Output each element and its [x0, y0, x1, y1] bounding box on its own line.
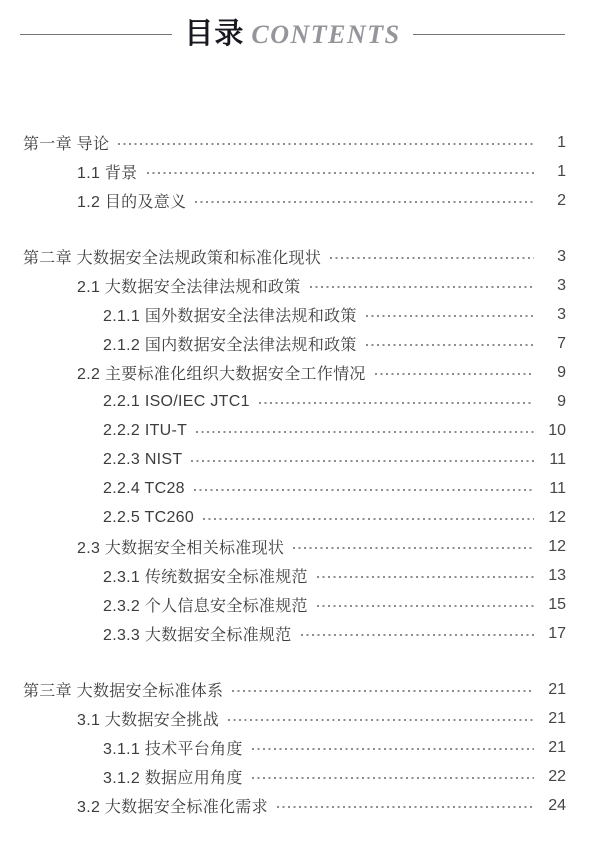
toc-entry-page: 12 [548, 537, 566, 555]
toc-entry-page: 24 [548, 796, 566, 814]
toc-entry-label: 2.2 主要标准化组织大数据安全工作情况 [77, 366, 366, 384]
toc-entry [23, 445, 566, 474]
dotted-leader [232, 690, 534, 692]
dotted-leader [191, 460, 534, 462]
toc-entry [23, 762, 566, 791]
toc-entry [23, 186, 566, 215]
toc-entry [23, 416, 566, 445]
toc-entry-label: 3.1 大数据安全挑战 [77, 712, 219, 730]
toc-entry-page: 11 [549, 450, 566, 468]
dotted-leader [147, 172, 535, 174]
toc-entry-page: 7 [557, 334, 566, 352]
dotted-leader [252, 777, 534, 779]
toc-entry-label: 2.3.1 传统数据安全标准规范 [103, 569, 308, 587]
toc-entry [23, 590, 566, 619]
toc-entry-label: 第一章 导论 [23, 136, 110, 154]
header-rule-left [20, 34, 172, 36]
toc-entry-label: 1.2 目的及意义 [77, 194, 187, 212]
toc-entry-label: 2.3.2 个人信息安全标准规范 [103, 598, 308, 616]
toc-entry [23, 128, 566, 157]
toc-entry [23, 474, 566, 503]
toc-entry [23, 387, 566, 416]
dotted-leader [293, 547, 534, 549]
toc-entry-page: 1 [557, 162, 566, 180]
toc-entry [23, 271, 566, 300]
toc-entry-label: 2.3 大数据安全相关标准现状 [77, 540, 285, 558]
toc-entry-label: 2.1 大数据安全法律法规和政策 [77, 279, 301, 297]
dotted-leader [118, 143, 534, 145]
toc-entry [23, 733, 566, 762]
dotted-leader [195, 201, 534, 203]
toc-entry-label: 3.1.1 技术平台角度 [103, 741, 243, 759]
toc-entry [23, 675, 566, 704]
toc-entry-page: 21 [548, 738, 566, 756]
dotted-leader [366, 344, 534, 346]
toc-entry [23, 791, 566, 820]
toc-entry-page: 11 [549, 479, 566, 497]
dotted-leader [317, 605, 534, 607]
toc-entry [23, 157, 566, 186]
toc-entry [23, 619, 566, 648]
toc-entry-page: 10 [548, 421, 566, 439]
toc-entry-label: 1.1 背景 [77, 165, 138, 183]
toc-entry-label: 3.1.2 数据应用角度 [103, 770, 243, 788]
toc-entry-page: 12 [548, 508, 566, 526]
toc-entry-page: 22 [548, 767, 566, 785]
dotted-leader [317, 576, 534, 578]
dotted-leader [277, 806, 534, 808]
toc-entry-label: 第三章 大数据安全标准体系 [23, 683, 224, 701]
page-header [0, 0, 600, 51]
toc-entry-label: 2.2.2 ITU-T [103, 421, 188, 439]
toc-entry [23, 300, 566, 329]
toc-entry [23, 561, 566, 590]
toc-entry-page: 2 [557, 191, 566, 209]
toc-entry-page: 15 [548, 595, 566, 613]
toc-list [0, 128, 600, 820]
dotted-leader [310, 286, 535, 288]
dotted-leader [375, 373, 534, 375]
toc-entry-label: 2.3.3 大数据安全标准规范 [103, 627, 292, 645]
toc-entry-page: 3 [557, 276, 566, 294]
dotted-leader [228, 719, 534, 721]
toc-entry [23, 329, 566, 358]
dotted-leader [203, 518, 534, 520]
toc-entry-label: 2.1.1 国外数据安全法律法规和政策 [103, 308, 357, 326]
dotted-leader [252, 748, 534, 750]
toc-entry-page: 3 [557, 305, 566, 323]
dotted-leader [259, 402, 534, 404]
toc-entry-label: 2.1.2 国内数据安全法律法规和政策 [103, 337, 357, 355]
toc-entry-page: 3 [557, 247, 566, 265]
header-rule-right [413, 34, 565, 36]
dotted-leader [194, 489, 534, 491]
toc-entry-label: 2.2.5 TC260 [103, 508, 195, 526]
toc-entry-label: 第二章 大数据安全法规政策和标准化现状 [23, 250, 322, 268]
toc-entry [23, 242, 566, 271]
toc-entry [23, 532, 566, 561]
dotted-leader [301, 634, 534, 636]
toc-entry-label: 2.2.4 TC28 [103, 479, 185, 497]
toc-entry-label: 2.2.3 NIST [103, 450, 183, 468]
toc-entry-page: 9 [557, 363, 566, 381]
toc-entry-label: 2.2.1 ISO/IEC JTC1 [103, 392, 250, 410]
toc-entry-page: 1 [557, 133, 566, 151]
toc-entry-page: 13 [548, 566, 566, 584]
toc-entry-page: 17 [548, 624, 566, 642]
dotted-leader [366, 315, 534, 317]
toc-entry [23, 503, 566, 532]
toc-entry-page: 9 [557, 392, 566, 410]
toc-entry-label: 3.2 大数据安全标准化需求 [77, 799, 268, 817]
dotted-leader [330, 257, 534, 259]
toc-entry-page: 21 [548, 680, 566, 698]
page-title-english: CONTENTS [251, 19, 401, 49]
page-title: 目录 [184, 18, 245, 50]
toc-entry-page: 21 [548, 709, 566, 727]
toc-entry [23, 704, 566, 733]
dotted-leader [196, 431, 534, 433]
toc-entry [23, 358, 566, 387]
